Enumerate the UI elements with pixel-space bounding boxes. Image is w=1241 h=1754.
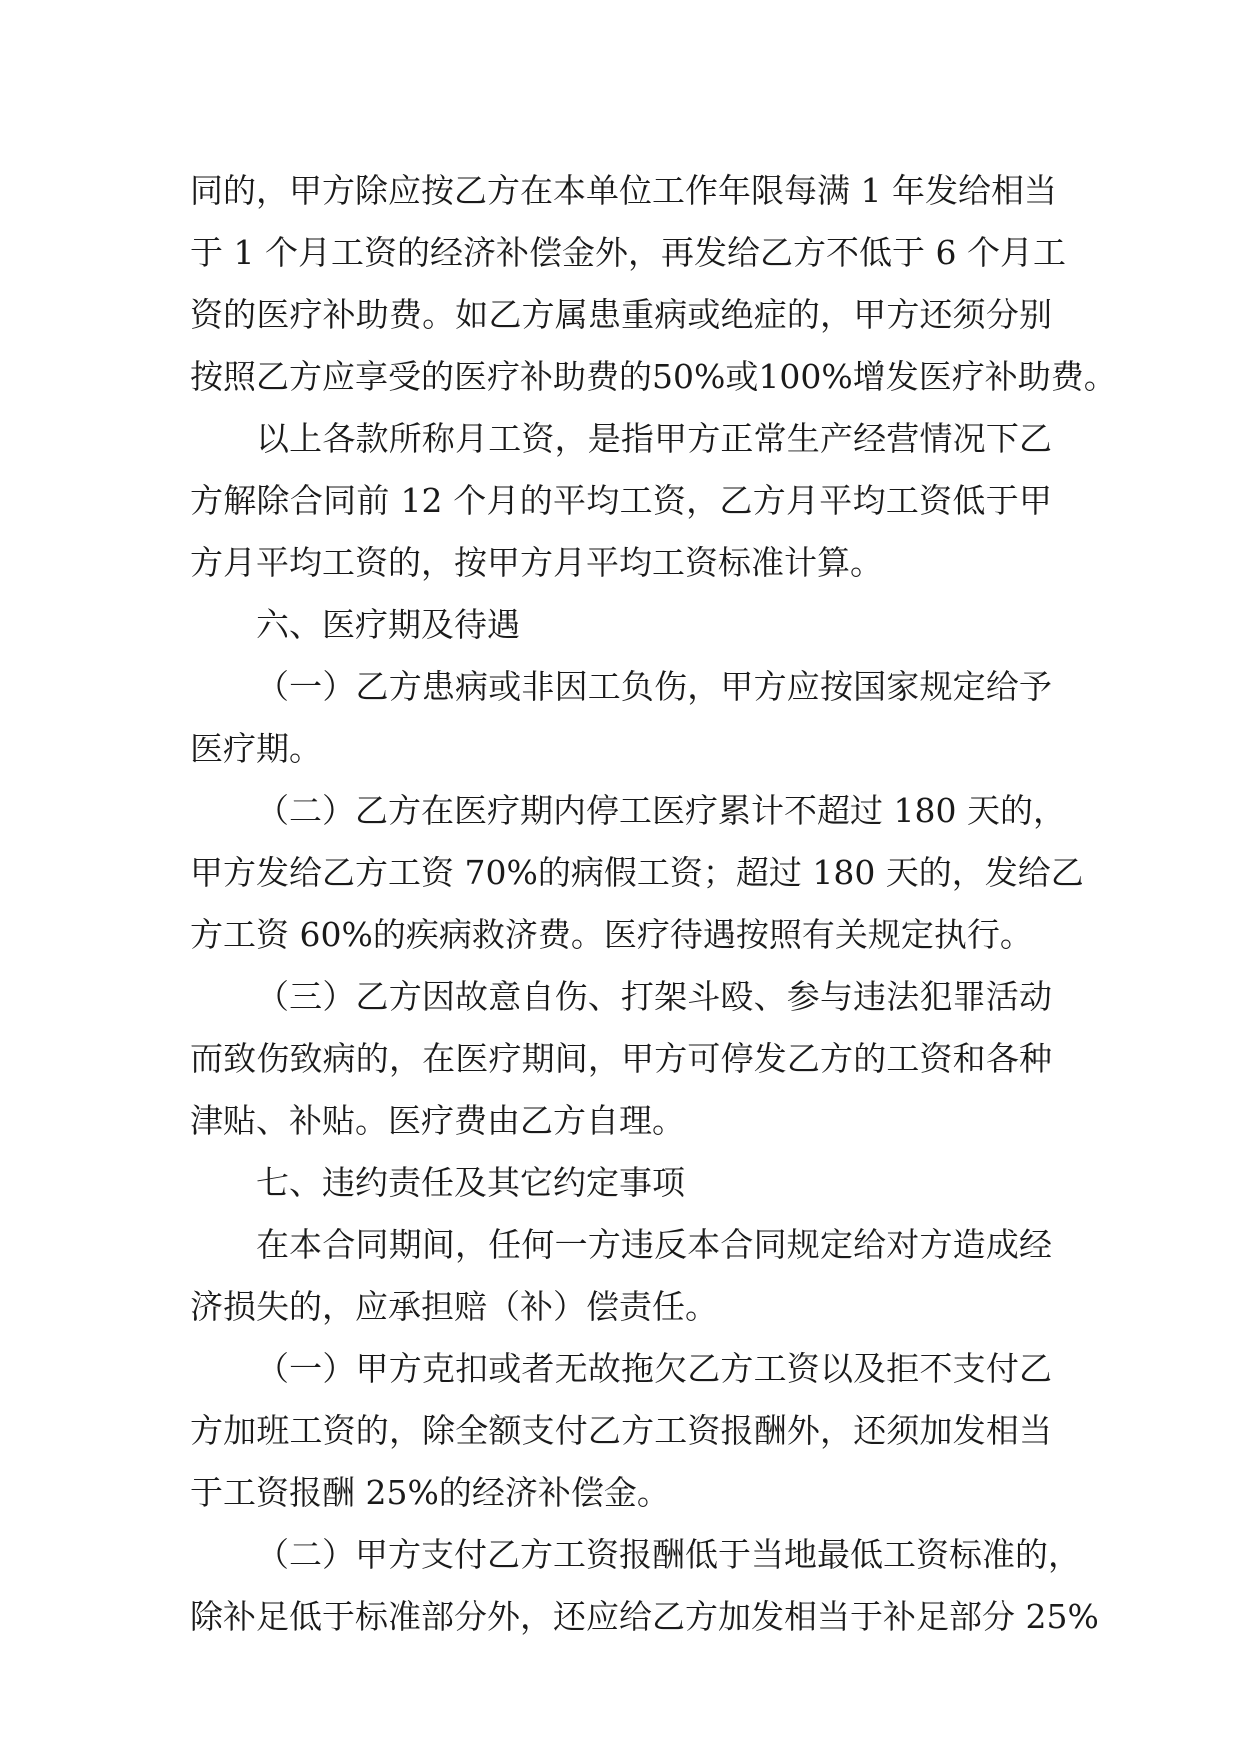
- text-line: 于 1 个月工资的经济补偿金外，再发给乙方不低于 6 个月工: [190, 233, 1066, 272]
- text-line: （二）甲方支付乙方工资报酬低于当地最低工资标准的，: [256, 1535, 1081, 1574]
- text-line: （一）甲方克扣或者无故拖欠乙方工资以及拒不支付乙: [256, 1349, 1052, 1388]
- text-line: 方月平均工资的，按甲方月平均工资标准计算。: [190, 543, 883, 582]
- text-line: 方解除合同前 12 个月的平均工资，乙方月平均工资低于甲: [190, 481, 1052, 520]
- text-line: 方工资 60%的疾病救济费。医疗待遇按照有关规定执行。: [190, 915, 1033, 954]
- text-line: （一）乙方患病或非因工负伤，甲方应按国家规定给予: [256, 667, 1052, 706]
- text-line: 于工资报酬 25%的经济补偿金。: [190, 1473, 670, 1512]
- text-line: （三）乙方因故意自伤、打架斗殴、参与违法犯罪活动: [256, 977, 1052, 1016]
- text-line: 济损失的，应承担赔（补）偿责任。: [190, 1287, 718, 1326]
- text-line: 而致伤致病的，在医疗期间，甲方可停发乙方的工资和各种: [190, 1039, 1052, 1078]
- text-line: 资的医疗补助费。如乙方属患重病或绝症的，甲方还须分别: [190, 295, 1052, 334]
- text-line: （二）乙方在医疗期内停工医疗累计不超过 180 天的，: [256, 791, 1066, 830]
- section-heading: 七、违约责任及其它约定事项: [256, 1163, 685, 1202]
- text-line: 甲方发给乙方工资 70%的病假工资；超过 180 天的，发给乙: [190, 853, 1084, 892]
- text-line: 同的，甲方除应按乙方在本单位工作年限每满 1 年发给相当: [190, 171, 1057, 210]
- text-line: 以上各款所称月工资，是指甲方正常生产经营情况下乙: [256, 419, 1052, 458]
- text-line: 医疗期。: [190, 729, 322, 768]
- text-line: 除补足低于标准部分外，还应给乙方加发相当于补足部分 25%: [190, 1597, 1099, 1636]
- text-line: 津贴、补贴。医疗费由乙方自理。: [190, 1101, 685, 1140]
- section-heading: 六、医疗期及待遇: [256, 605, 520, 644]
- text-line: 方加班工资的，除全额支付乙方工资报酬外，还须加发相当: [190, 1411, 1052, 1450]
- text-line: 按照乙方应享受的医疗补助费的50%或100%增发医疗补助费。: [190, 357, 1117, 396]
- text-line: 在本合同期间，任何一方违反本合同规定给对方造成经: [256, 1225, 1052, 1264]
- contract-body-text: [190, 160, 1117, 1648]
